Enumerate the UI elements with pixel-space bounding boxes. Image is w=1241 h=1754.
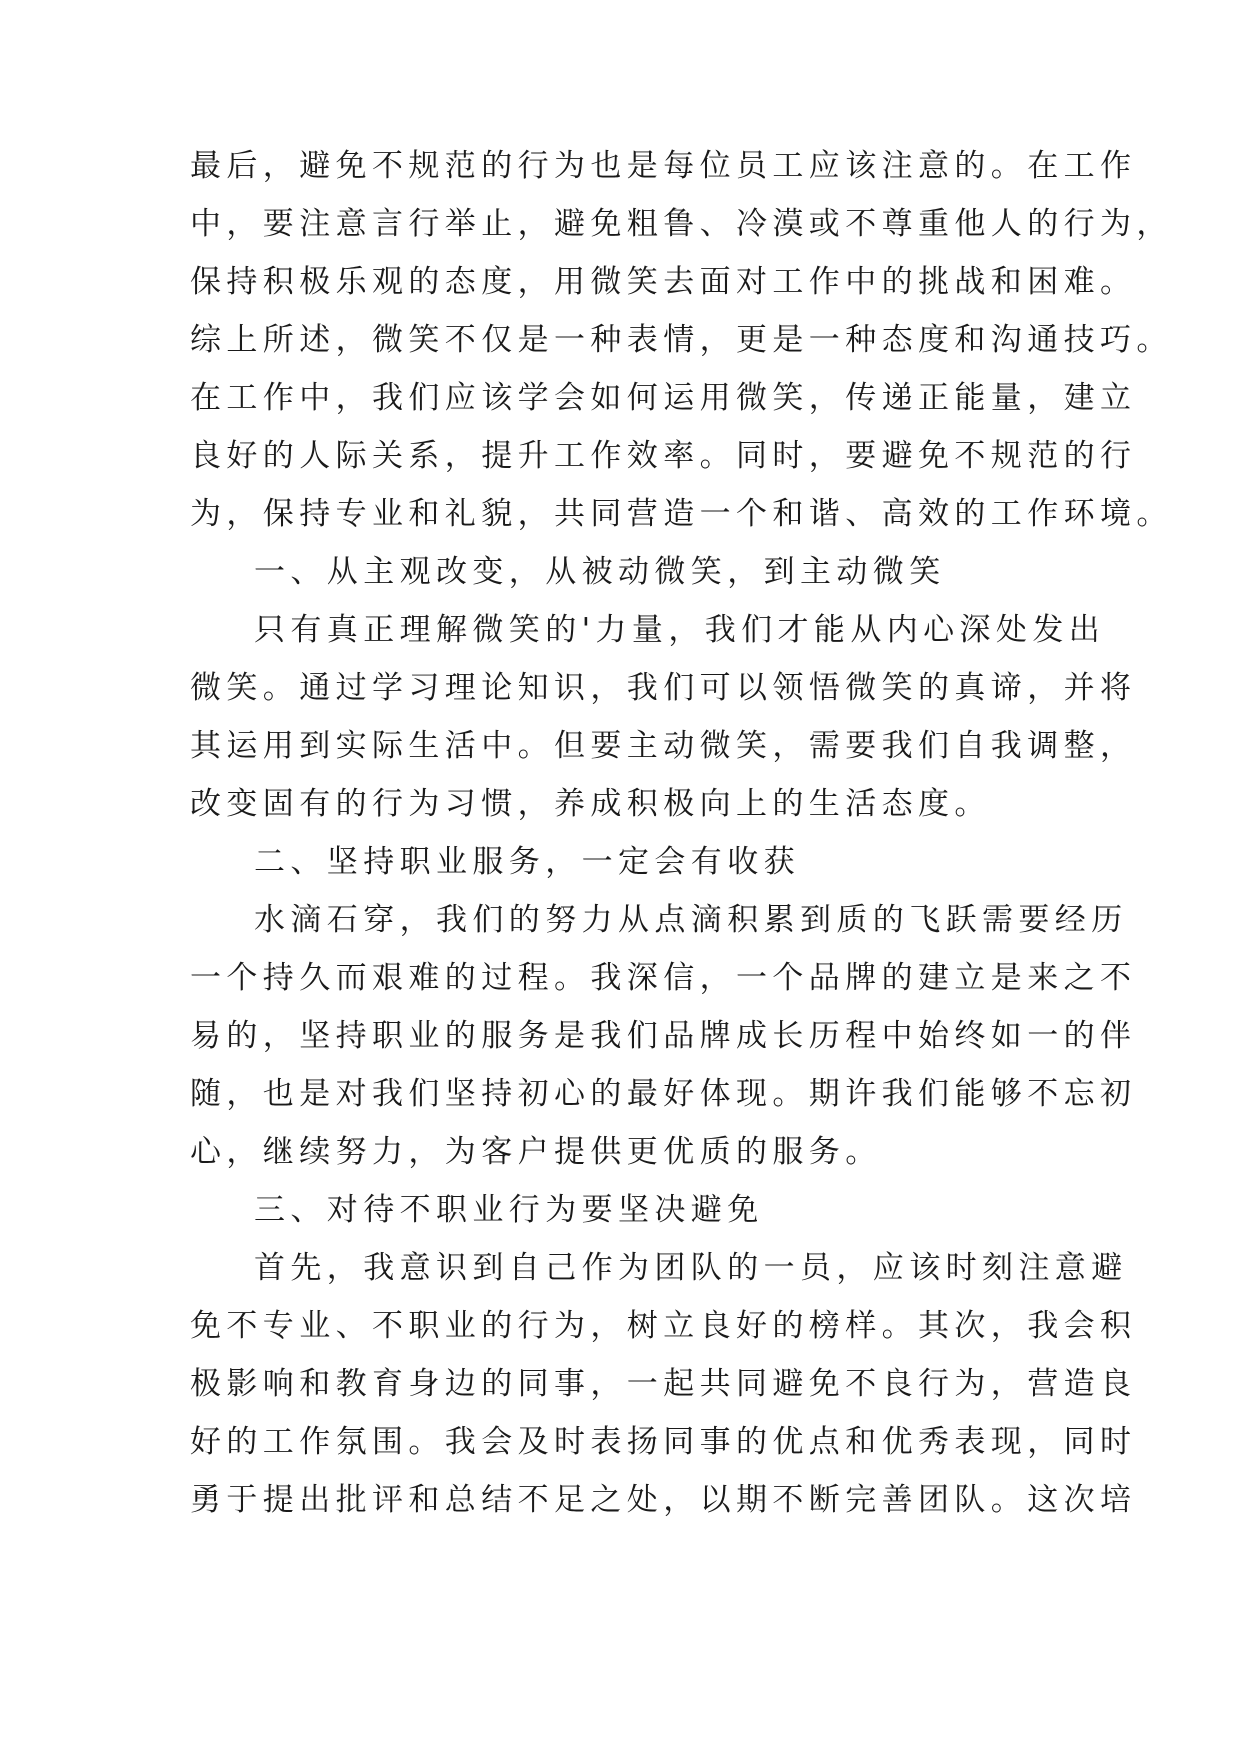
text-line: 改变固有的行为习惯，养成积极向上的生活态度。 xyxy=(190,786,991,822)
section-heading: 二、坚持职业服务，一定会有收获 xyxy=(254,844,800,880)
text-line: 心，继续努力，为客户提供更优质的服务。 xyxy=(190,1134,882,1170)
text-line: 勇于提出批评和总结不足之处，以期不断完善团队。这次培 xyxy=(190,1482,1137,1518)
text-line: 只有真正理解微笑的'力量，我们才能从内心深处发出 xyxy=(254,612,1106,648)
text-line: 最后，避免不规范的行为也是每位员工应该注意的。在工作 xyxy=(190,148,1137,184)
text-line: 良好的人际关系，提升工作效率。同时，要避免不规范的行 xyxy=(190,438,1137,474)
text-line: 极影响和教育身边的同事，一起共同避免不良行为，营造良 xyxy=(190,1366,1137,1402)
section-heading: 三、对待不职业行为要坚决避免 xyxy=(254,1192,764,1228)
text-line: 中，要注意言行举止，避免粗鲁、冷漠或不尊重他人的行为， xyxy=(190,206,1173,242)
text-line: 在工作中，我们应该学会如何运用微笑，传递正能量，建立 xyxy=(190,380,1137,416)
text-line: 一个持久而艰难的过程。我深信，一个品牌的建立是来之不 xyxy=(190,960,1137,996)
section-heading: 一、从主观改变，从被动微笑，到主动微笑 xyxy=(254,554,946,590)
text-line: 随，也是对我们坚持初心的最好体现。期许我们能够不忘初 xyxy=(190,1076,1137,1112)
text-line: 好的工作氛围。我会及时表扬同事的优点和优秀表现，同时 xyxy=(190,1424,1137,1460)
text-line: 微笑。通过学习理论知识，我们可以领悟微笑的真谛，并将 xyxy=(190,670,1137,706)
text-line: 综上所述，微笑不仅是一种表情，更是一种态度和沟通技巧。 xyxy=(190,322,1173,358)
text-line: 水滴石穿，我们的努力从点滴积累到质的飞跃需要经历 xyxy=(254,902,1128,938)
text-line: 保持积极乐观的态度，用微笑去面对工作中的挑战和困难。 xyxy=(190,264,1137,300)
text-line: 免不专业、不职业的行为，树立良好的榜样。其次，我会积 xyxy=(190,1308,1137,1344)
text-line: 易的，坚持职业的服务是我们品牌成长历程中始终如一的伴 xyxy=(190,1018,1137,1054)
text-line: 首先，我意识到自己作为团队的一员，应该时刻注意避 xyxy=(254,1250,1128,1286)
text-line: 其运用到实际生活中。但要主动微笑，需要我们自我调整， xyxy=(190,728,1137,764)
text-line: 为，保持专业和礼貌，共同营造一个和谐、高效的工作环境。 xyxy=(190,496,1173,532)
